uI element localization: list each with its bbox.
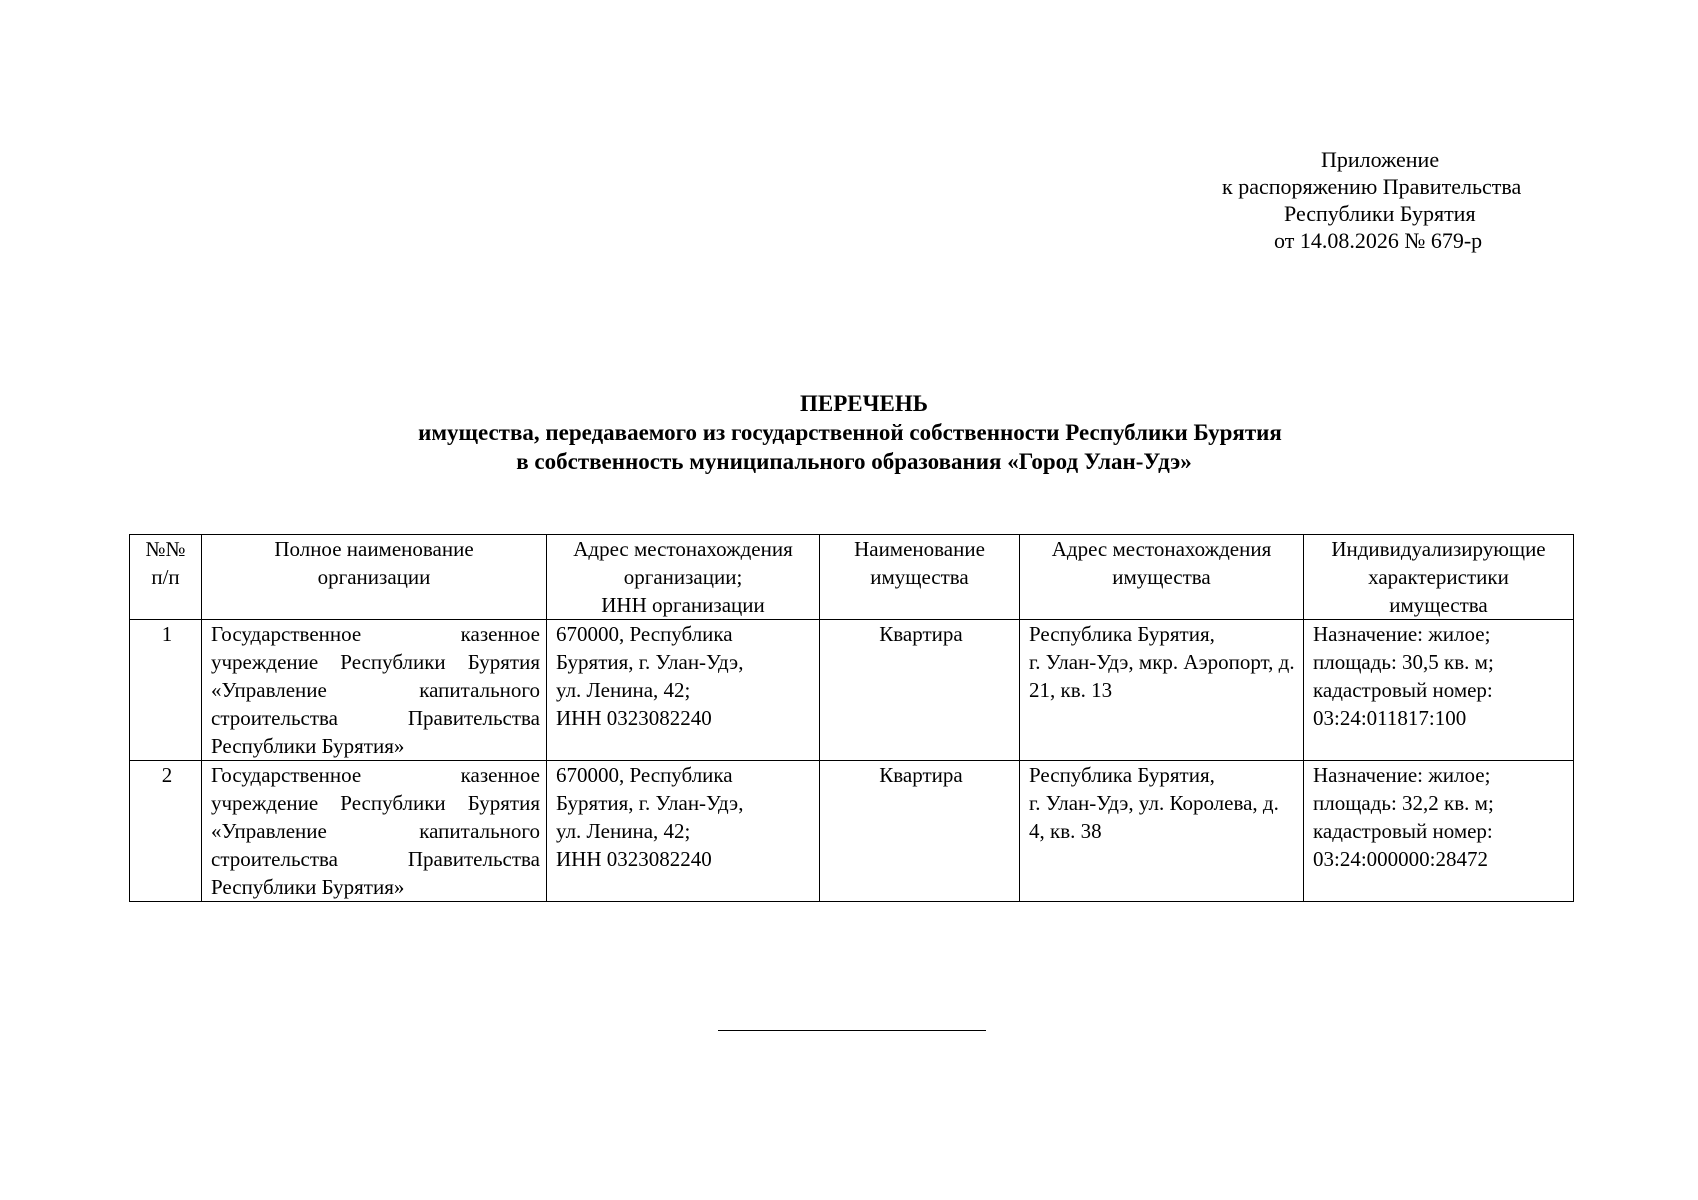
characteristic-cadastral-label: кадастровый номер: [1313, 819, 1493, 843]
characteristics-cell [1304, 761, 1574, 902]
document-title: ПЕРЕЧЕНЬ [800, 391, 928, 416]
property-address-line: г. Улан-Удэ, мкр. Аэропорт, д. 21, кв. 13 [1029, 650, 1295, 702]
property-address-line: Республика Бурятия, [1029, 763, 1215, 787]
header-property-address [1020, 535, 1304, 620]
table-header-row [130, 535, 1574, 620]
characteristic-cadastral-number: 03:24:011817:100 [1313, 706, 1467, 730]
org-inn: ИНН 0323082240 [556, 706, 712, 730]
header-property-address-line-2: имущества [1112, 565, 1211, 589]
org-address-line: 670000, Республика Бурятия, г. Улан-Удэ, [556, 622, 744, 674]
characteristic-cadastral-number: 03:24:000000:28472 [1313, 847, 1489, 871]
header-property-name-line-2: имущества [870, 565, 969, 589]
characteristic-purpose: Назначение: жилое; [1313, 622, 1491, 646]
org-name-cell: Государственное казенное учреждение Республики Бурятия «Управление капитального строительства Правительства Республики Бурятия» [202, 761, 547, 902]
row-number: 2 [130, 761, 202, 902]
appendix-republic: Республики Бурятия [1284, 201, 1476, 226]
property-address-line: Республика Бурятия, [1029, 622, 1215, 646]
header-property-address-line-1: Адрес местонахождения [1051, 537, 1272, 561]
header-org-name-line-1: Полное наименование [274, 537, 474, 561]
characteristics-cell [1304, 620, 1574, 761]
header-characteristics-line-3: имущества [1389, 593, 1488, 617]
header-org-address-line-3: ИНН организации [601, 593, 765, 617]
property-name-cell: Квартира [820, 761, 1020, 902]
header-number-line-2: п/п [151, 565, 180, 589]
header-characteristics-line-1: Индивидуализирующие [1331, 537, 1546, 561]
org-name-cell: Государственное казенное учреждение Республики Бурятия «Управление капитального строительства Правительства Республики Бурятия» [202, 620, 547, 761]
appendix-block [1220, 146, 1580, 254]
org-inn: ИНН 0323082240 [556, 847, 712, 871]
property-list-table [129, 534, 1574, 902]
header-number-line-1: №№ [145, 537, 186, 561]
table-row [130, 761, 1574, 902]
appendix-order-ref: к распоряжению Правительства [1222, 174, 1522, 199]
org-address-cell [547, 620, 820, 761]
document-subtitle-line-2: в собственность муниципального образования «Город Улан-Удэ» [516, 449, 1192, 474]
org-address-line: ул. Ленина, 42; [556, 678, 691, 702]
header-number [130, 535, 202, 620]
characteristic-purpose: Назначение: жилое; [1313, 763, 1491, 787]
property-name-cell: Квартира [820, 620, 1020, 761]
characteristic-area: площадь: 32,2 кв. м; [1313, 791, 1494, 815]
header-org-address-line-2: организации; [623, 565, 743, 589]
characteristic-cadastral-label: кадастровый номер: [1313, 678, 1493, 702]
row-number: 1 [130, 620, 202, 761]
document-subtitle-line-1: имущества, передаваемого из государственной собственности Республики Бурятия [418, 420, 1282, 445]
table-row [130, 620, 1574, 761]
characteristic-area: площадь: 30,5 кв. м; [1313, 650, 1494, 674]
property-address-line: г. Улан-Удэ, ул. Королева, д. 4, кв. 38 [1029, 791, 1279, 843]
header-org-name-line-2: организации [317, 565, 431, 589]
header-property-name-line-1: Наименование [854, 537, 985, 561]
appendix-date-number: от 14.08.2026 № 679-р [1274, 228, 1483, 253]
appendix-label: Приложение [1321, 147, 1440, 172]
property-address-cell [1020, 620, 1304, 761]
document-title-block [0, 389, 1698, 476]
property-address-cell [1020, 761, 1304, 902]
org-address-line: 670000, Республика Бурятия, г. Улан-Удэ, [556, 763, 744, 815]
header-property-name [820, 535, 1020, 620]
header-org-address-line-1: Адрес местонахождения [573, 537, 793, 561]
org-address-cell [547, 761, 820, 902]
header-characteristics [1304, 535, 1574, 620]
header-characteristics-line-2: характеристики [1368, 565, 1509, 589]
header-org-address [547, 535, 820, 620]
closing-divider-line [718, 1030, 986, 1031]
org-address-line: ул. Ленина, 42; [556, 819, 691, 843]
header-org-name [202, 535, 547, 620]
